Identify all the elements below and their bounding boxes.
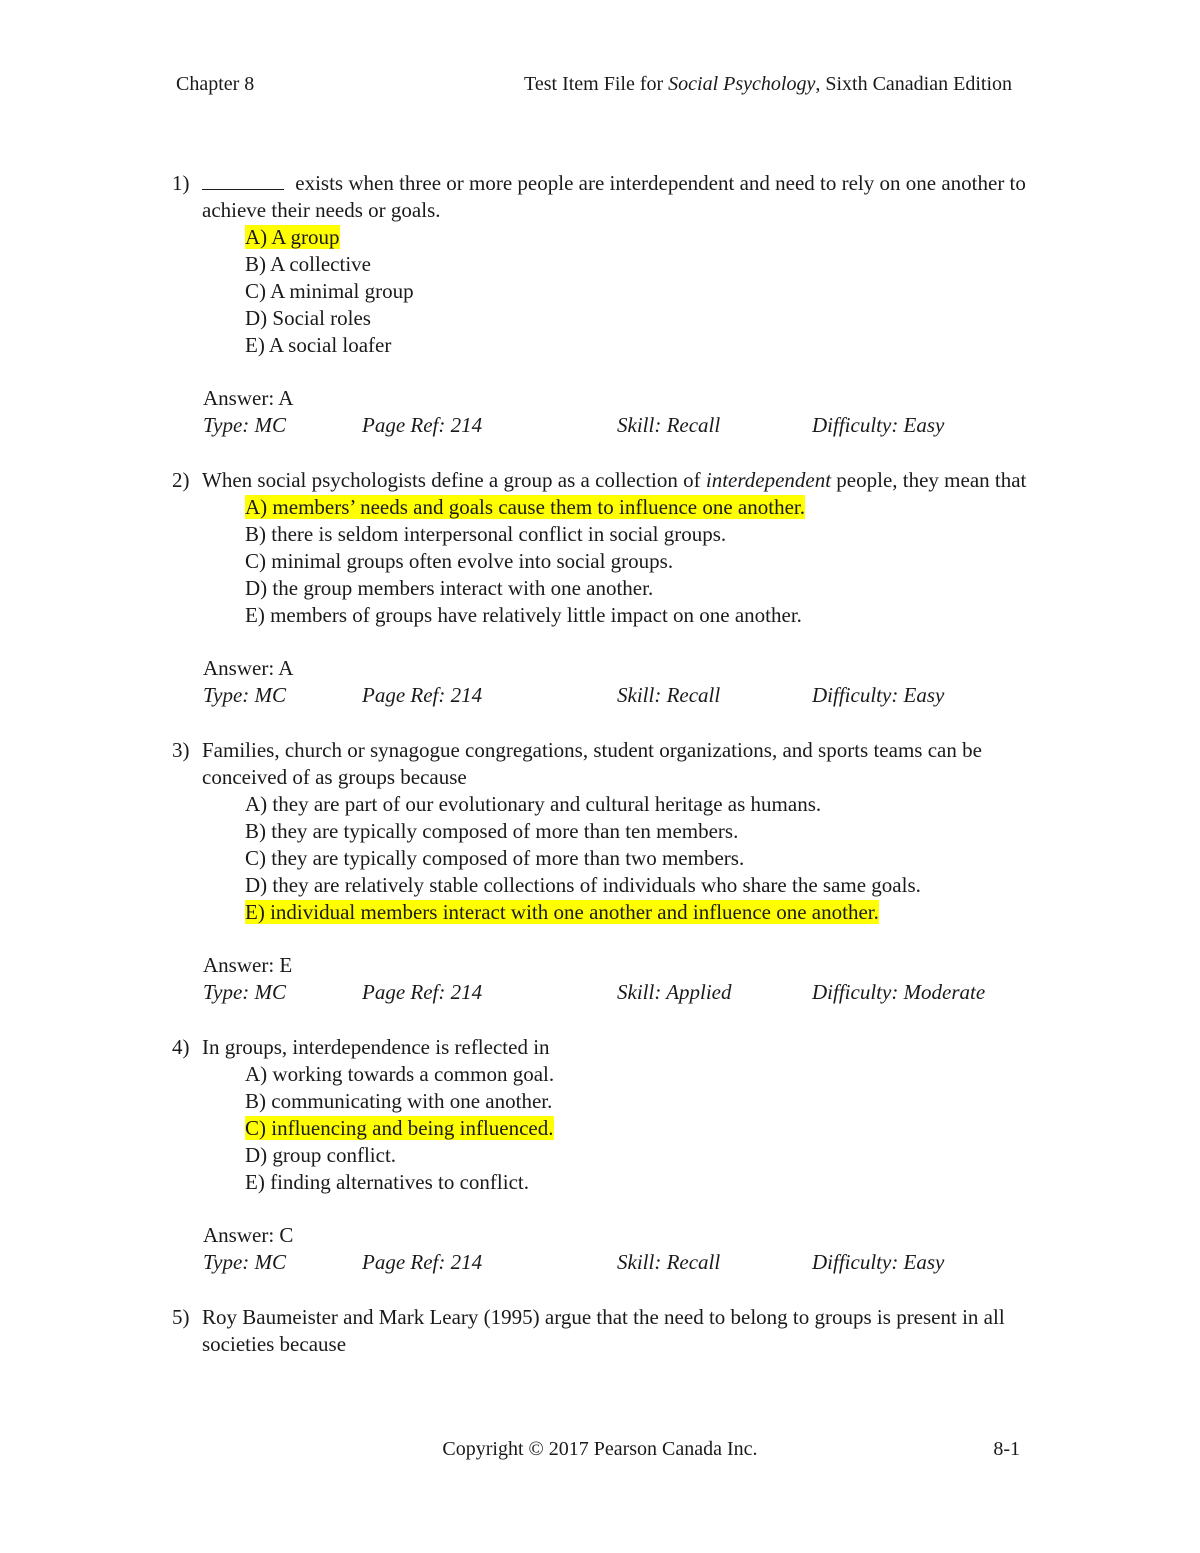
option-item xyxy=(245,251,1032,278)
header-title-italic: Social Psychology xyxy=(668,73,816,95)
options-list xyxy=(172,1061,1032,1196)
question-text xyxy=(202,467,1032,494)
option-item xyxy=(245,899,1032,926)
options-list xyxy=(172,494,1032,629)
question-text-part: When social psychologists define a group as a collection of xyxy=(202,468,706,492)
option-item xyxy=(245,602,1032,629)
answer-blank xyxy=(202,171,284,190)
option-text: C) minimal groups often evolve into social groups. xyxy=(245,549,674,573)
option-text: D) Social roles xyxy=(245,306,371,330)
option-item xyxy=(245,305,1032,332)
option-item xyxy=(245,548,1032,575)
answer-line: Answer: A xyxy=(203,656,294,680)
option-item xyxy=(245,845,1032,872)
meta-difficulty: Difficulty: Moderate xyxy=(812,980,986,1004)
option-text: E) A social loafer xyxy=(245,333,392,357)
option-text: D) they are relatively stable collections of individuals who share the same goals. xyxy=(245,873,921,897)
question-meta xyxy=(172,1249,1032,1276)
meta-type: Type: MC xyxy=(203,413,287,437)
question-stem xyxy=(172,737,1032,791)
question-text xyxy=(202,737,1032,791)
header-chapter: Chapter 8 xyxy=(176,73,255,95)
answer-line: Answer: E xyxy=(203,953,293,977)
answer-line: Answer: A xyxy=(203,386,294,410)
meta-page-ref: Page Ref: 214 xyxy=(362,1250,483,1274)
meta-skill: Skill: Recall xyxy=(617,683,721,707)
question-block xyxy=(172,1034,1032,1276)
question-spacer xyxy=(172,709,1032,737)
option-text: A) they are part of our evolutionary and cultural heritage as humans. xyxy=(245,792,822,816)
option-item xyxy=(245,1115,1032,1142)
correct-option-text: A) members’ needs and goals cause them to influence one another. xyxy=(245,495,805,519)
option-text: D) group conflict. xyxy=(245,1143,397,1167)
option-text: C) they are typically composed of more than two members. xyxy=(245,846,745,870)
meta-difficulty: Difficulty: Easy xyxy=(812,683,945,707)
option-item xyxy=(245,224,1032,251)
question-text xyxy=(202,1034,1032,1061)
question-stem xyxy=(172,170,1032,224)
option-text: C) A minimal group xyxy=(245,279,414,303)
meta-page-ref: Page Ref: 214 xyxy=(362,980,483,1004)
question-block xyxy=(172,737,1032,1006)
correct-option-text: E) individual members interact with one another and influence one another. xyxy=(245,900,879,924)
correct-option-text: C) influencing and being influenced. xyxy=(245,1116,554,1140)
question-text-part: In groups, interdependence is reflected in xyxy=(202,1035,550,1059)
meta-page-ref: Page Ref: 214 xyxy=(362,413,483,437)
option-item xyxy=(245,1061,1032,1088)
question-text-part: people, they mean that xyxy=(831,468,1027,492)
question-number: 2) xyxy=(172,468,190,492)
option-text: B) there is seldom interpersonal conflict in social groups. xyxy=(245,522,727,546)
option-item xyxy=(245,1169,1032,1196)
question-number: 1) xyxy=(172,171,190,195)
question-meta xyxy=(172,412,1032,439)
header-title-prefix: Test Item File for xyxy=(524,73,669,95)
question-meta xyxy=(172,682,1032,709)
option-item xyxy=(245,818,1032,845)
header-title-suffix: , Sixth Canadian Edition xyxy=(815,73,1012,95)
option-item xyxy=(245,332,1032,359)
meta-skill: Skill: Recall xyxy=(617,413,721,437)
option-text: A) working towards a common goal. xyxy=(245,1062,555,1086)
option-text: E) finding alternatives to conflict. xyxy=(245,1170,529,1194)
question-text: Roy Baumeister and Mark Leary (1995) argue that the need to belong to groups is present in all societies because xyxy=(202,1305,1005,1356)
option-item xyxy=(245,278,1032,305)
question-stem xyxy=(172,1034,1032,1061)
question-spacer xyxy=(172,439,1032,467)
option-item xyxy=(245,1142,1032,1169)
meta-skill: Skill: Applied xyxy=(617,980,732,1004)
options-list xyxy=(172,791,1032,926)
options-list xyxy=(172,224,1032,359)
question-text-part: Families, church or synagogue congregations, student organizations, and sports teams can be conceived of as groups because xyxy=(202,738,982,789)
question-list xyxy=(172,170,1032,1358)
option-text: B) A collective xyxy=(245,252,371,276)
option-item xyxy=(245,494,1032,521)
meta-difficulty: Difficulty: Easy xyxy=(812,1250,945,1274)
option-item xyxy=(245,1088,1032,1115)
question-spacer xyxy=(172,1276,1032,1304)
option-item xyxy=(245,521,1032,548)
question-number: 4) xyxy=(172,1035,190,1059)
meta-type: Type: MC xyxy=(203,683,287,707)
option-text: B) communicating with one another. xyxy=(245,1089,553,1113)
question-meta xyxy=(172,979,1032,1006)
meta-type: Type: MC xyxy=(203,980,287,1004)
question-text-part: exists when three or more people are interdependent and need to rely on one another to achieve their needs or goals. xyxy=(202,171,1026,222)
option-text: D) the group members interact with one another. xyxy=(245,576,654,600)
meta-page-ref: Page Ref: 214 xyxy=(362,683,483,707)
footer-copyright: Copyright © 2017 Pearson Canada Inc. xyxy=(442,1438,758,1460)
meta-type: Type: MC xyxy=(203,1250,287,1274)
question-stem xyxy=(172,1304,1032,1358)
option-item xyxy=(245,791,1032,818)
option-text: B) they are typically composed of more than ten members. xyxy=(245,819,739,843)
header-title xyxy=(524,72,1012,96)
question-number: 3) xyxy=(172,738,190,762)
meta-skill: Skill: Recall xyxy=(617,1250,721,1274)
option-item xyxy=(245,575,1032,602)
question-block xyxy=(172,170,1032,439)
option-item xyxy=(245,872,1032,899)
meta-difficulty: Difficulty: Easy xyxy=(812,413,945,437)
question-text-italic: interdependent xyxy=(705,468,832,492)
question-spacer xyxy=(172,1006,1032,1034)
answer-line: Answer: C xyxy=(203,1223,294,1247)
footer-page-number: 8-1 xyxy=(993,1438,1020,1460)
question-number: 5) xyxy=(172,1305,190,1329)
correct-option-text: A) A group xyxy=(245,225,340,249)
option-text: E) members of groups have relatively little impact on one another. xyxy=(245,603,802,627)
question-text xyxy=(202,170,1032,224)
question-stem xyxy=(172,467,1032,494)
question-block xyxy=(172,1304,1032,1358)
question-block xyxy=(172,467,1032,709)
